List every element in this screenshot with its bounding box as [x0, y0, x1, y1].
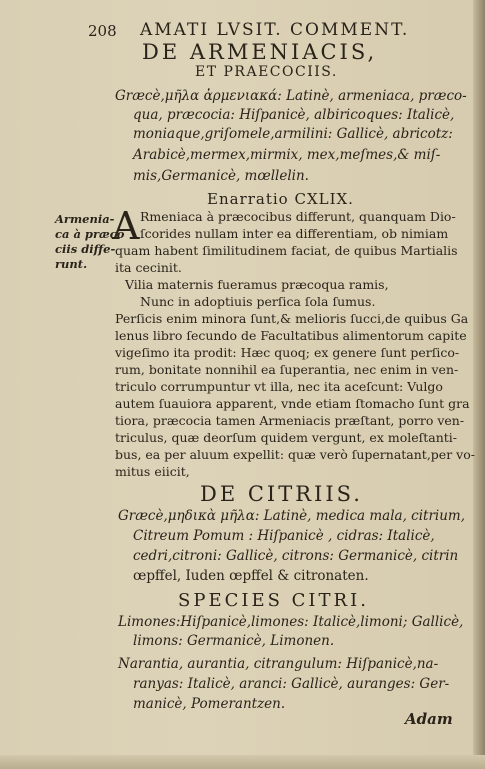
body-line: triculo corrumpuntur vt illa, nec ita aceſcunt: Vulgo [115, 379, 443, 394]
body-line: bus, ea per aluum expellit: quæ verò ſupernatant,per vo- [115, 447, 475, 462]
names-line: Græcè,μῆλα ἀρμενιακά: Latinè, armeniaca, præco- [115, 88, 467, 104]
body-line: rum, bonitate nonnihil ea ſuperantia, nec enim in ven- [115, 362, 459, 377]
names-line: Græcè,μηδικὰ μῆλα: Latinè, medica mala, citrium, [118, 508, 466, 524]
body-line: autem ſuauiora apparent, vnde etiam ſtomacho ſunt gra [115, 396, 470, 411]
running-title: AMATI LVSIT. COMMENT. [140, 20, 410, 40]
drop-cap: A [112, 204, 140, 248]
body-line: Perſicis enim minora ſunt,& melioris ſucci,de quibus Ga [115, 311, 469, 326]
margin-note-line: ciis diffe- [55, 242, 116, 256]
enarratio-heading: Enarratio CXLIX. [207, 190, 354, 208]
margin-note-line: runt. [55, 257, 88, 271]
species-line: manicè, Pomerantzen. [133, 696, 286, 712]
body-line: mitus eiicit, [115, 464, 190, 479]
page-bottom-edge [0, 755, 485, 769]
species-line: limons: Germanicè, Limonen. [133, 633, 335, 649]
species-title: SPECIES CITRI. [178, 590, 369, 611]
section-subtitle-praecociis: ET PRAECOCIIS. [195, 64, 338, 80]
names-line: mis,Germanicè, mœllelin. [133, 168, 309, 184]
body-line: triculus, quæ deorſum quidem vergunt, ex moleſtanti- [115, 430, 458, 445]
page-number: 208 [88, 22, 117, 40]
names-line: œpffel, Iuden œpffel & citronaten. [133, 568, 369, 584]
verse-line: Vilia maternis fueramus præcoqua ramis, [125, 277, 389, 292]
names-line: qua, præcocia: Hiſpanicè, albiricoques: Italicè, [133, 107, 455, 123]
section-title-armeniacis: DE ARMENIACIS, [142, 40, 378, 64]
species-line: Limones:Hiſpanicè,limones: Italicè,limoni; Gallicè, [118, 614, 464, 630]
body-line: ita cecinit. [115, 260, 182, 275]
names-line: Citreum Pomum : Hiſpanicè , cidras: Italicè, [133, 528, 435, 544]
names-line: moniaque,griſomele,armilini: Gallicè, abricotz: [133, 126, 453, 142]
body-line: tiora, præcocia tamen Armeniacis præſtant, porro ven- [115, 413, 465, 428]
section-title-citriis: DE CITRIIS. [200, 482, 363, 506]
species-line: Narantia, aurantia, citrangulum: Hiſpanicè,na- [118, 656, 439, 672]
names-line: cedri,citroni: Gallicè, citrons: Germanicè, citrin [133, 548, 459, 564]
species-line: ranyas: Italicè, aranci: Gallicè, auranges: Ger- [133, 676, 450, 692]
margin-note-line: ca à præco [55, 227, 125, 241]
verse-line: Nunc in adoptiuis perſica ſola ſumus. [140, 294, 376, 309]
body-line: ſcorides nullam inter ea differentiam, ob nimiam [140, 226, 449, 241]
body-line: quam habent ſimilitudinem faciat, de quibus Martialis [115, 243, 458, 258]
catchword: Adam [405, 710, 453, 728]
names-line: Arabicè,mermex,mirmix, mex,meſmes,& miſ- [133, 147, 441, 163]
margin-note-line: Armenia- [55, 212, 115, 226]
page-gutter [473, 0, 485, 769]
body-line: lenus libro ſecundo de Facultatibus alimentorum capite [115, 328, 467, 343]
body-line: Rmeniaca à præcocibus differunt, quanquam Dio- [140, 209, 456, 224]
body-line: vigeſimo ita prodit: Hæc quoq; ex genere ſunt perſico- [115, 345, 460, 360]
